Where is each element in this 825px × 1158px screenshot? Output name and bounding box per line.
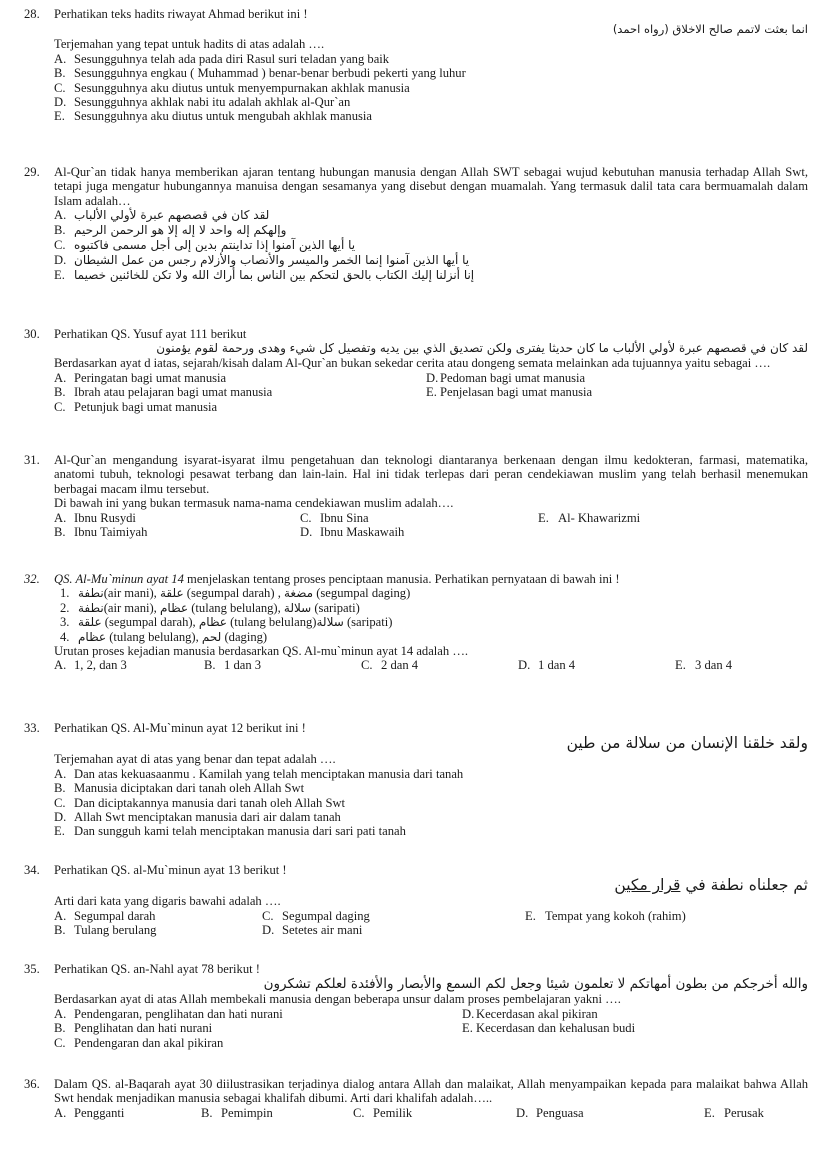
option-b[interactable]: B. 1 dan 3 bbox=[204, 658, 262, 673]
option-e[interactable]: E. Perusak bbox=[704, 1105, 764, 1120]
option-b[interactable]: B. Penglihatan dan hati nurani bbox=[54, 1021, 213, 1036]
option-a[interactable]: A. 1, 2, dan 3 bbox=[54, 658, 127, 673]
option-a[interactable]: A. Pendengaran, penglihatan dan hati nurani bbox=[54, 1006, 283, 1021]
question-28 bbox=[24, 7, 808, 124]
question-number: 32. bbox=[24, 572, 40, 586]
ayat-arabic: ثم جعلناه نطفة في قرار مكين bbox=[614, 876, 808, 895]
option-b[interactable]: B. Ibrah atau pelajaran bagi umat manusia bbox=[54, 385, 273, 400]
option-d[interactable]: D. Penguasa bbox=[516, 1105, 584, 1120]
option-a[interactable]: A. Pengganti bbox=[54, 1105, 125, 1120]
option-e[interactable]: E. إنا أنزلنا إليك الكتاب بالحق لتحكم بين الناس بما أراك الله ولا تكن للخائنين خصيما bbox=[54, 268, 475, 283]
option-e[interactable]: E. Dan sungguh kami telah menciptakan manusia dari sari pati tanah bbox=[54, 824, 406, 839]
option-c[interactable]: C. Pendengaran dan akal pikiran bbox=[54, 1035, 224, 1050]
statement-list bbox=[54, 586, 808, 644]
question-text: Al-Qur`an tidak hanya memberikan ajaran tentang hubungan manusia dengan Allah SWT sebagai wujud kebutuhan manusia terhadap Allah Swt, tetapi juga mengatur hubungannya manuisa dengan sesamanya yang disebut dengan muamalah. Yang termasuk dalil tata cara bermuamalah dalam Islam adalah… bbox=[54, 165, 808, 208]
question-number: 30. bbox=[24, 327, 40, 341]
question-text: Dalam QS. al-Baqarah ayat 30 diilustrasikan terjadinya dialog antara Allah dan malaikat, Allah menyampaikan kepada para malaikat bahwa Allah Swt hendak menjadikan manusia sebagai khalifah dibumi. Arti dari khalifah adalah….. bbox=[54, 1077, 808, 1106]
option-d[interactable]: D. Setetes air mani bbox=[262, 923, 363, 938]
option-e[interactable]: E. Kecerdasan dan kehalusan budi bbox=[462, 1021, 636, 1036]
question-text: Al-Qur`an mengandung isyarat-isyarat ilmu pengetahuan dan teknologi diantaranya berkenaan dengan ilmu kedokteran, farmasi, matematika, anatomi tubuh, teknologi pesawat terbang dan lain-lain. Hal ini tidak terlepas dari peran cendekiawan muslim yang telah berhasil menemukan berbagai macam ilmu tersebut. bbox=[54, 453, 808, 496]
surah-reference: QS. Al-Mu`minun ayat 14 bbox=[54, 572, 184, 586]
option-d[interactable]: D. Sesungguhnya akhlak nabi itu adalah akhlak al-Qur`an bbox=[54, 95, 351, 110]
question-number: 29. bbox=[24, 165, 40, 179]
question-32 bbox=[24, 572, 808, 673]
question-intro: Perhatikan QS. an-Nahl ayat 78 berikut ! bbox=[54, 962, 260, 976]
question-35 bbox=[24, 962, 808, 1050]
option-b[interactable]: B. Ibnu Taimiyah bbox=[54, 525, 148, 540]
option-b[interactable]: B. Pemimpin bbox=[201, 1105, 273, 1120]
question-30 bbox=[24, 327, 808, 414]
ayat-arabic: والله أخرجكم من بطون أمهاتكم لا تعلمون شيئا وجعل لكم السمع والأبصار والأفئدة لعلكم تشكرون bbox=[263, 976, 808, 993]
question-number: 34. bbox=[24, 863, 40, 877]
option-b[interactable]: B. Sesungguhnya engkau ( Muhammad ) benar-benar berbudi pekerti yang luhur bbox=[54, 66, 466, 81]
statement-2: 2. نطفة(air mani), عظام (tulang belulang), سلالة (saripati) bbox=[60, 600, 360, 615]
option-e[interactable]: E. Al- Khawarizmi bbox=[538, 510, 641, 525]
option-c[interactable]: C. Sesungguhnya aku diutus untuk menyempurnakan akhlak manusia bbox=[54, 80, 410, 95]
question-intro: Perhatikan QS. Yusuf ayat 111 berikut bbox=[54, 327, 247, 341]
option-a[interactable]: A. Dan atas kekuasaanmu . Kamilah yang telah menciptakan manusia dari tanah bbox=[54, 766, 464, 781]
option-e[interactable]: E. Penjelasan bagi umat manusia bbox=[426, 385, 593, 400]
question-intro: Perhatikan teks hadits riwayat Ahmad berikut ini ! bbox=[54, 7, 308, 21]
option-c[interactable]: C. Ibnu Sina bbox=[300, 510, 369, 525]
question-33 bbox=[24, 721, 808, 839]
question-number: 31. bbox=[24, 453, 40, 467]
option-d[interactable]: D. Kecerdasan akal pikiran bbox=[462, 1006, 598, 1021]
option-e[interactable]: E. Tempat yang kokoh (rahim) bbox=[525, 908, 686, 923]
question-text: Berdasarkan ayat d iatas, sejarah/kisah dalam Al-Qur`an bukan sekedar cerita atau dongeng semata melainkan ada tujuannya yaitu sebagai …. bbox=[54, 356, 771, 371]
question-number: 33. bbox=[24, 721, 40, 735]
option-c[interactable]: C. Petunjuk bagi umat manusia bbox=[54, 399, 218, 414]
option-b[interactable]: B. Manusia diciptakan dari tanah oleh Allah Swt bbox=[54, 781, 305, 796]
statement-1: 1. نطفة(air mani), علقة (segumpal darah) , مضغة (segumpal daging) bbox=[60, 586, 411, 601]
question-number: 36. bbox=[24, 1077, 40, 1091]
option-c[interactable]: C. Segumpal daging bbox=[262, 908, 370, 923]
hadith-arabic: انما بعثت لاتمم صالح الاخلاق (رواه احمد) bbox=[612, 22, 808, 37]
option-c[interactable]: C. Pemilik bbox=[353, 1105, 413, 1120]
option-c[interactable]: C. يا أيها الذين آمنوا إذا تداينتم بدين إلى أجل مسمى فاكتبوه bbox=[54, 238, 356, 253]
option-a[interactable]: A. Segumpal darah bbox=[54, 908, 156, 923]
question-intro: Perhatikan QS. al-Mu`minun ayat 13 berikut ! bbox=[54, 863, 287, 877]
option-a[interactable]: A. Peringatan bagi umat manusia bbox=[54, 370, 227, 385]
question-prompt: Urutan proses kejadian manusia berdasarkan QS. Al-mu`minun ayat 14 adalah …. bbox=[54, 644, 469, 659]
statement-3: 3. علقة (segumpal darah), عظام (tulang belulang)سلالة (saripati) bbox=[60, 615, 393, 630]
option-a[interactable]: A. Ibnu Rusydi bbox=[54, 510, 136, 525]
option-b[interactable]: B. Tulang berulang bbox=[54, 923, 157, 938]
option-d[interactable]: D. 1 dan 4 bbox=[518, 658, 576, 673]
question-number: 28. bbox=[24, 7, 40, 21]
question-34 bbox=[24, 863, 808, 938]
question-prompt: Terjemahan ayat di atas yang benar dan tepat adalah …. bbox=[54, 752, 336, 767]
option-a[interactable]: A. Sesungguhnya telah ada pada diri Rasul suri teladan yang baik bbox=[54, 51, 390, 66]
option-e[interactable]: E. Sesungguhnya aku diutus untuk mengubah akhlak manusia bbox=[54, 109, 373, 124]
option-d[interactable]: D. Ibnu Maskawaih bbox=[300, 525, 405, 540]
option-d[interactable]: D. يا أيها الذين آمنوا إنما الخمر والميسر والأنصاب والأزلام رجس من عمل الشيطان bbox=[54, 253, 470, 268]
statement-4: 4. عظام (tulang belulang), لحم (daging) bbox=[60, 629, 268, 644]
option-d[interactable]: D. Pedoman bagi umat manusia bbox=[426, 370, 586, 385]
option-c[interactable]: C. 2 dan 4 bbox=[361, 658, 419, 673]
question-prompt: Arti dari kata yang digaris bawahi adalah …. bbox=[54, 894, 281, 909]
ayat-arabic: ولقد خلقنا الإنسان من سلالة من طين bbox=[566, 734, 808, 753]
question-29 bbox=[24, 165, 808, 283]
option-c[interactable]: C. Dan diciptakannya manusia dari tanah oleh Allah Swt bbox=[54, 795, 346, 810]
option-d[interactable]: D. Allah Swt menciptakan manusia dari air dalam tanah bbox=[54, 810, 341, 825]
ayat-arabic: لقد كان في قصصهم عبرة لأولي الألباب ما كان حديثا يفترى ولكن تصديق الذي بين يديه وتفصيل كل شيء وهدى ورحمة لقوم يؤمنون bbox=[156, 341, 808, 356]
question-36 bbox=[24, 1077, 808, 1120]
question-number: 35. bbox=[24, 962, 40, 976]
question-31 bbox=[24, 453, 808, 539]
option-a[interactable]: A. لقد كان في قصصهم عبرة لأولي الألباب bbox=[54, 208, 270, 223]
question-intro: Perhatikan QS. Al-Mu`minun ayat 12 berikut ini ! bbox=[54, 721, 306, 735]
question-prompt: Di bawah ini yang bukan termasuk nama-nama cendekiawan muslim adalah…. bbox=[54, 496, 454, 511]
option-e[interactable]: E. 3 dan 4 bbox=[675, 658, 733, 673]
question-prompt: Berdasarkan ayat di atas Allah membekali manusia dengan beberapa unsur dalam proses pembelajaran yakni …. bbox=[54, 992, 621, 1007]
question-prompt: Terjemahan yang tepat untuk hadits di atas adalah …. bbox=[54, 37, 325, 52]
option-b[interactable]: B. وإلهكم إله واحد لا إله إلا هو الرحمن الرحيم bbox=[54, 223, 287, 238]
underlined-phrase: قرار مكين bbox=[614, 876, 681, 895]
question-text: menjelaskan tentang proses penciptaan manusia. Perhatikan pernyataan di bawah ini ! bbox=[183, 572, 620, 586]
